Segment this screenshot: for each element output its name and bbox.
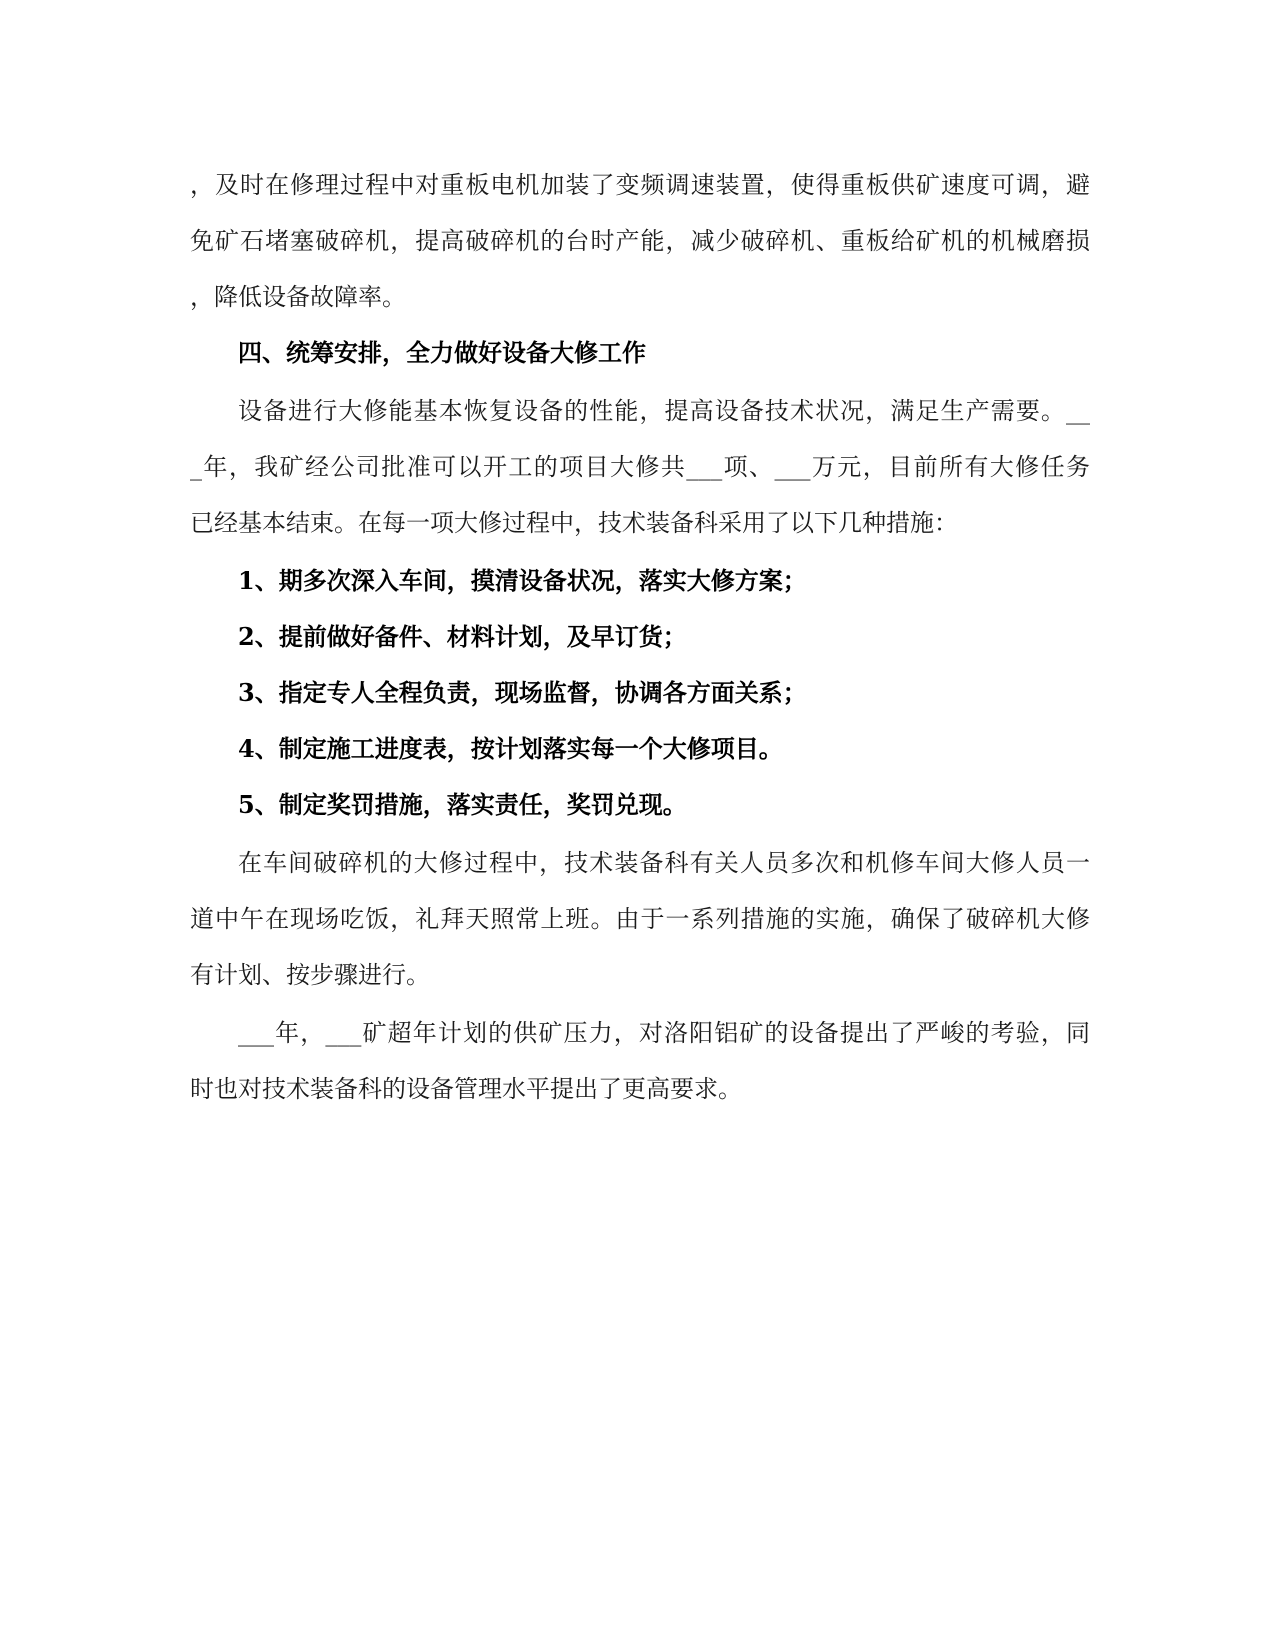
measure-item: 1、期多次深入车间，摸清设备状况，落实大修方案； [238,566,807,595]
measure-item: 4、制定施工进度表，按计划落实每一个大修项目。 [238,734,783,763]
paragraph-line: _年，我矿经公司批准可以开工的项目大修共___项、___万元，目前所有大修任务 [190,453,1090,481]
measure-item: 5、制定奖罚措施，落实责任，奖罚兑现。 [238,790,687,819]
paragraph-line: 免矿石堵塞破碎机，提高破碎机的台时产能，减少破碎机、重板给矿机的机械磨损 [190,227,1090,255]
paragraph-line: 有计划、按步骤进行。 [190,961,430,989]
section-heading: 四、统筹安排，全力做好设备大修工作 [238,338,646,367]
paragraph-line: ___年，___矿超年计划的供矿压力，对洛阳铝矿的设备提出了严峻的考验，同 [238,1019,1090,1047]
paragraph-line: 设备进行大修能基本恢复设备的性能，提高设备技术状况，满足生产需要。__ [238,397,1090,425]
paragraph-line: 时也对技术装备科的设备管理水平提出了更高要求。 [190,1075,742,1103]
paragraph-line: ，及时在修理过程中对重板电机加装了变频调速装置，使得重板供矿速度可调，避 [190,171,1090,199]
paragraph-line: ，降低设备故障率。 [190,283,406,311]
measure-item: 2、提前做好备件、材料计划，及早订货； [238,622,687,651]
paragraph-line: 道中午在现场吃饭，礼拜天照常上班。由于一系列措施的实施，确保了破碎机大修 [190,905,1090,933]
measure-item: 3、指定专人全程负责，现场监督，协调各方面关系； [238,678,807,707]
paragraph-line: 在车间破碎机的大修过程中，技术装备科有关人员多次和机修车间大修人员一 [238,849,1090,877]
paragraph-line: 已经基本结束。在每一项大修过程中，技术装备科采用了以下几种措施： [190,509,958,537]
